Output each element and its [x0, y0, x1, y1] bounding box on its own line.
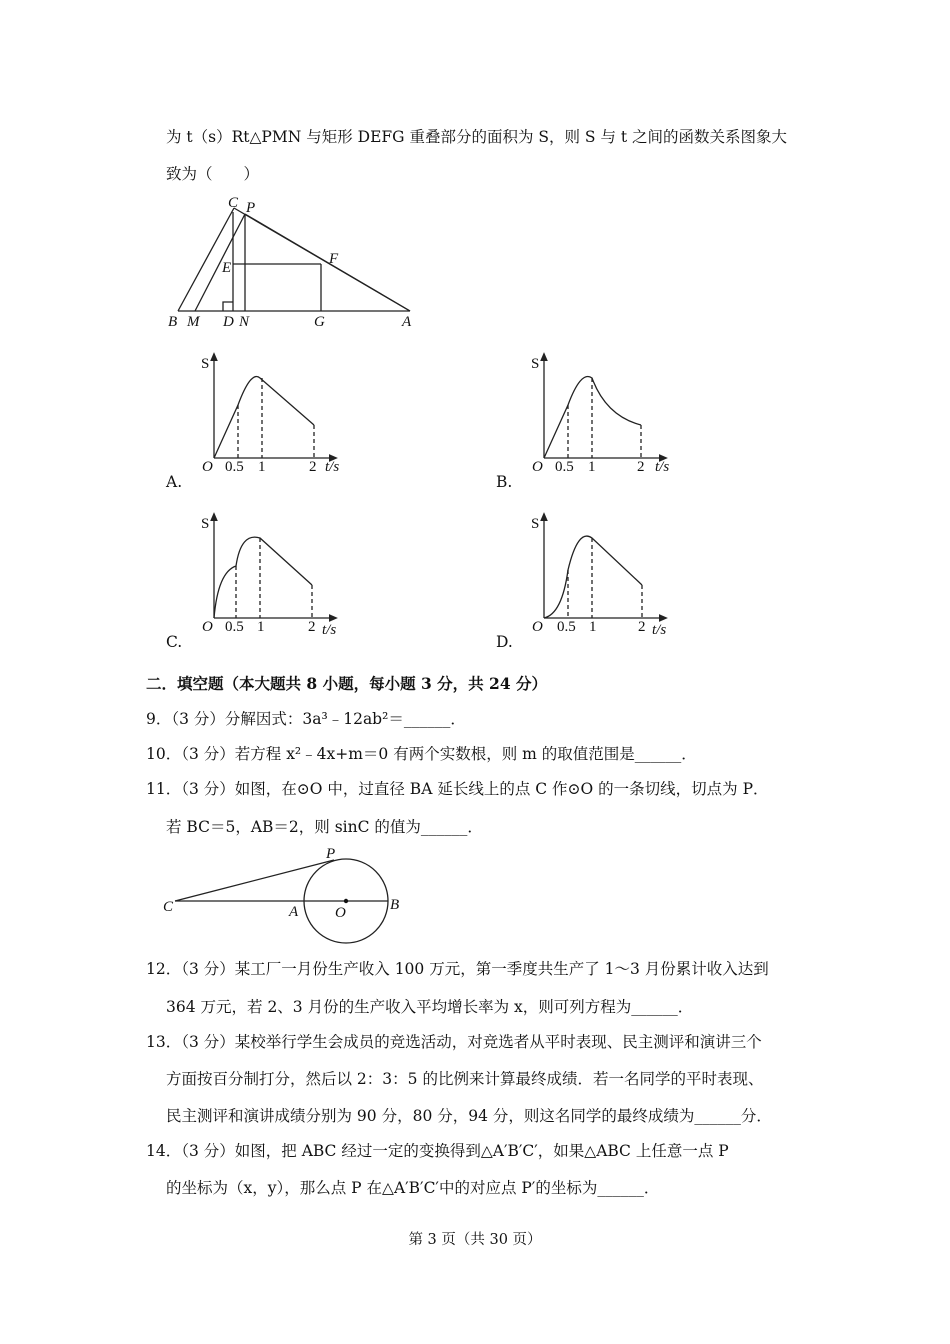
fig-label-d: D	[223, 314, 234, 330]
graph-option-b	[526, 350, 676, 475]
question-13-line1: 13．（3 分）某校举行学生会成员的竞选活动，对竞选者从平时表现、民主测评和演讲三个	[146, 1033, 762, 1051]
fig-side-mp	[195, 214, 245, 311]
question-13-line3: 民主测评和演讲成绩分别为 90 分，80 分，94 分，则这名同学的最终成绩为______分．	[166, 1107, 772, 1125]
graph-a-tick-2: 2	[309, 459, 317, 475]
graph-b-origin: O	[532, 459, 543, 475]
graph-a-curve	[214, 377, 314, 458]
option-b-label[interactable]: B.	[496, 473, 513, 491]
fig-right-angle	[223, 302, 233, 311]
graph-a-axis-s: S	[201, 356, 210, 372]
q8-text-line2: 致为（ ）	[166, 165, 260, 183]
graph-c-tick-2: 2	[308, 619, 316, 635]
graph-option-d	[526, 510, 676, 635]
graph-c-axis-s: S	[201, 516, 210, 532]
page-footer: 第 3 页（共 30 页）	[408, 1232, 542, 1248]
question-14-line2: 的坐标为（x，y），那么点 P 在△A′B′C′中的对应点 P′的坐标为______．	[166, 1179, 660, 1197]
graph-option-a	[196, 350, 346, 475]
fig-side-pa	[245, 214, 410, 311]
graph-c-tick-1: 1	[257, 619, 265, 635]
graph-b-tick-2: 2	[637, 459, 645, 475]
q11-label-o: O	[335, 905, 346, 921]
q8-text-line1: 为 t（s）Rt△PMN 与矩形 DEFG 重叠部分的面积为 S，则 S 与 t 之间的函数关系图象大	[166, 128, 788, 146]
graph-c-axis-t: t/s	[322, 622, 337, 635]
question-14-line1: 14．（3 分）如图，把 ABC 经过一定的变换得到△A′B′C′，如果△ABC 上任意一点 P	[146, 1142, 729, 1160]
graph-a-tick-1: 1	[258, 459, 266, 475]
option-d-label[interactable]: D.	[496, 633, 513, 651]
option-a-label[interactable]: A.	[166, 473, 183, 491]
graph-d-axis-t: t/s	[652, 622, 667, 635]
graph-a-origin: O	[202, 459, 213, 475]
q11-label-p: P	[326, 846, 336, 862]
graph-d-tick-05: 0.5	[557, 619, 576, 635]
graph-a-axis-t: t/s	[325, 459, 340, 475]
fig-label-g: G	[314, 314, 325, 330]
question-12-line1: 12．（3 分）某工厂一月份生产收入 100 万元，第一季度共生产了 1～3 月份累计收入达到	[146, 960, 769, 978]
graph-d-axis-s: S	[531, 516, 540, 532]
graph-c-origin: O	[202, 619, 213, 635]
graph-d-tick-1: 1	[589, 619, 597, 635]
graph-b-tick-05: 0.5	[555, 459, 574, 475]
fig-label-n: N	[239, 314, 250, 330]
fig-label-f: F	[329, 251, 339, 267]
graph-b-axis-t: t/s	[655, 459, 670, 475]
graph-d-origin: O	[532, 619, 543, 635]
q11-label-c: C	[163, 899, 174, 915]
graph-c-tick-05: 0.5	[225, 619, 244, 635]
q8-figure	[160, 192, 430, 332]
fig-label-a: A	[402, 314, 412, 330]
graph-d-curve	[544, 536, 642, 618]
graph-option-c	[196, 510, 346, 635]
question-9: 9．（3 分）分解因式：3a³﹣12ab²＝______．	[146, 710, 466, 728]
q11-center-dot	[344, 899, 348, 903]
q11-label-b: B	[390, 897, 400, 913]
option-c-label[interactable]: C.	[166, 633, 183, 651]
question-11-line1: 11．（3 分）如图，在⊙O 中，过直径 BA 延长线上的点 C 作⊙O 的一条切线，切点为 P．	[146, 780, 769, 798]
graph-a-tick-05: 0.5	[225, 459, 244, 475]
question-11-line2: 若 BC＝5，AB＝2，则 sinC 的值为______．	[166, 818, 483, 836]
section2-heading: 二．填空题（本大题共 8 小题，每小题 3 分，共 24 分）	[146, 674, 548, 693]
graph-d-tick-2: 2	[638, 619, 646, 635]
graph-b-tick-1: 1	[588, 459, 596, 475]
q11-figure	[158, 843, 408, 953]
fig-label-b: B	[168, 314, 178, 330]
question-10: 10．（3 分）若方程 x²﹣4x+m＝0 有两个实数根，则 m 的取值范围是______．	[146, 745, 697, 763]
fig-label-e: E	[222, 260, 232, 276]
fig-label-p: P	[246, 200, 256, 216]
fig-label-c: C	[228, 195, 239, 211]
question-13-line2: 方面按百分制打分，然后以 2：3：5 的比例来计算最终成绩．若一名同学的平时表现、	[166, 1070, 764, 1088]
fig-label-m: M	[187, 314, 200, 330]
question-12-line2: 364 万元，若 2、3 月份的生产收入平均增长率为 x，则可列方程为______．	[166, 998, 694, 1016]
graph-b-axis-s: S	[531, 356, 540, 372]
graph-c-curve	[214, 537, 312, 618]
q11-label-a: A	[289, 904, 299, 920]
q11-tangent-line	[175, 860, 334, 901]
